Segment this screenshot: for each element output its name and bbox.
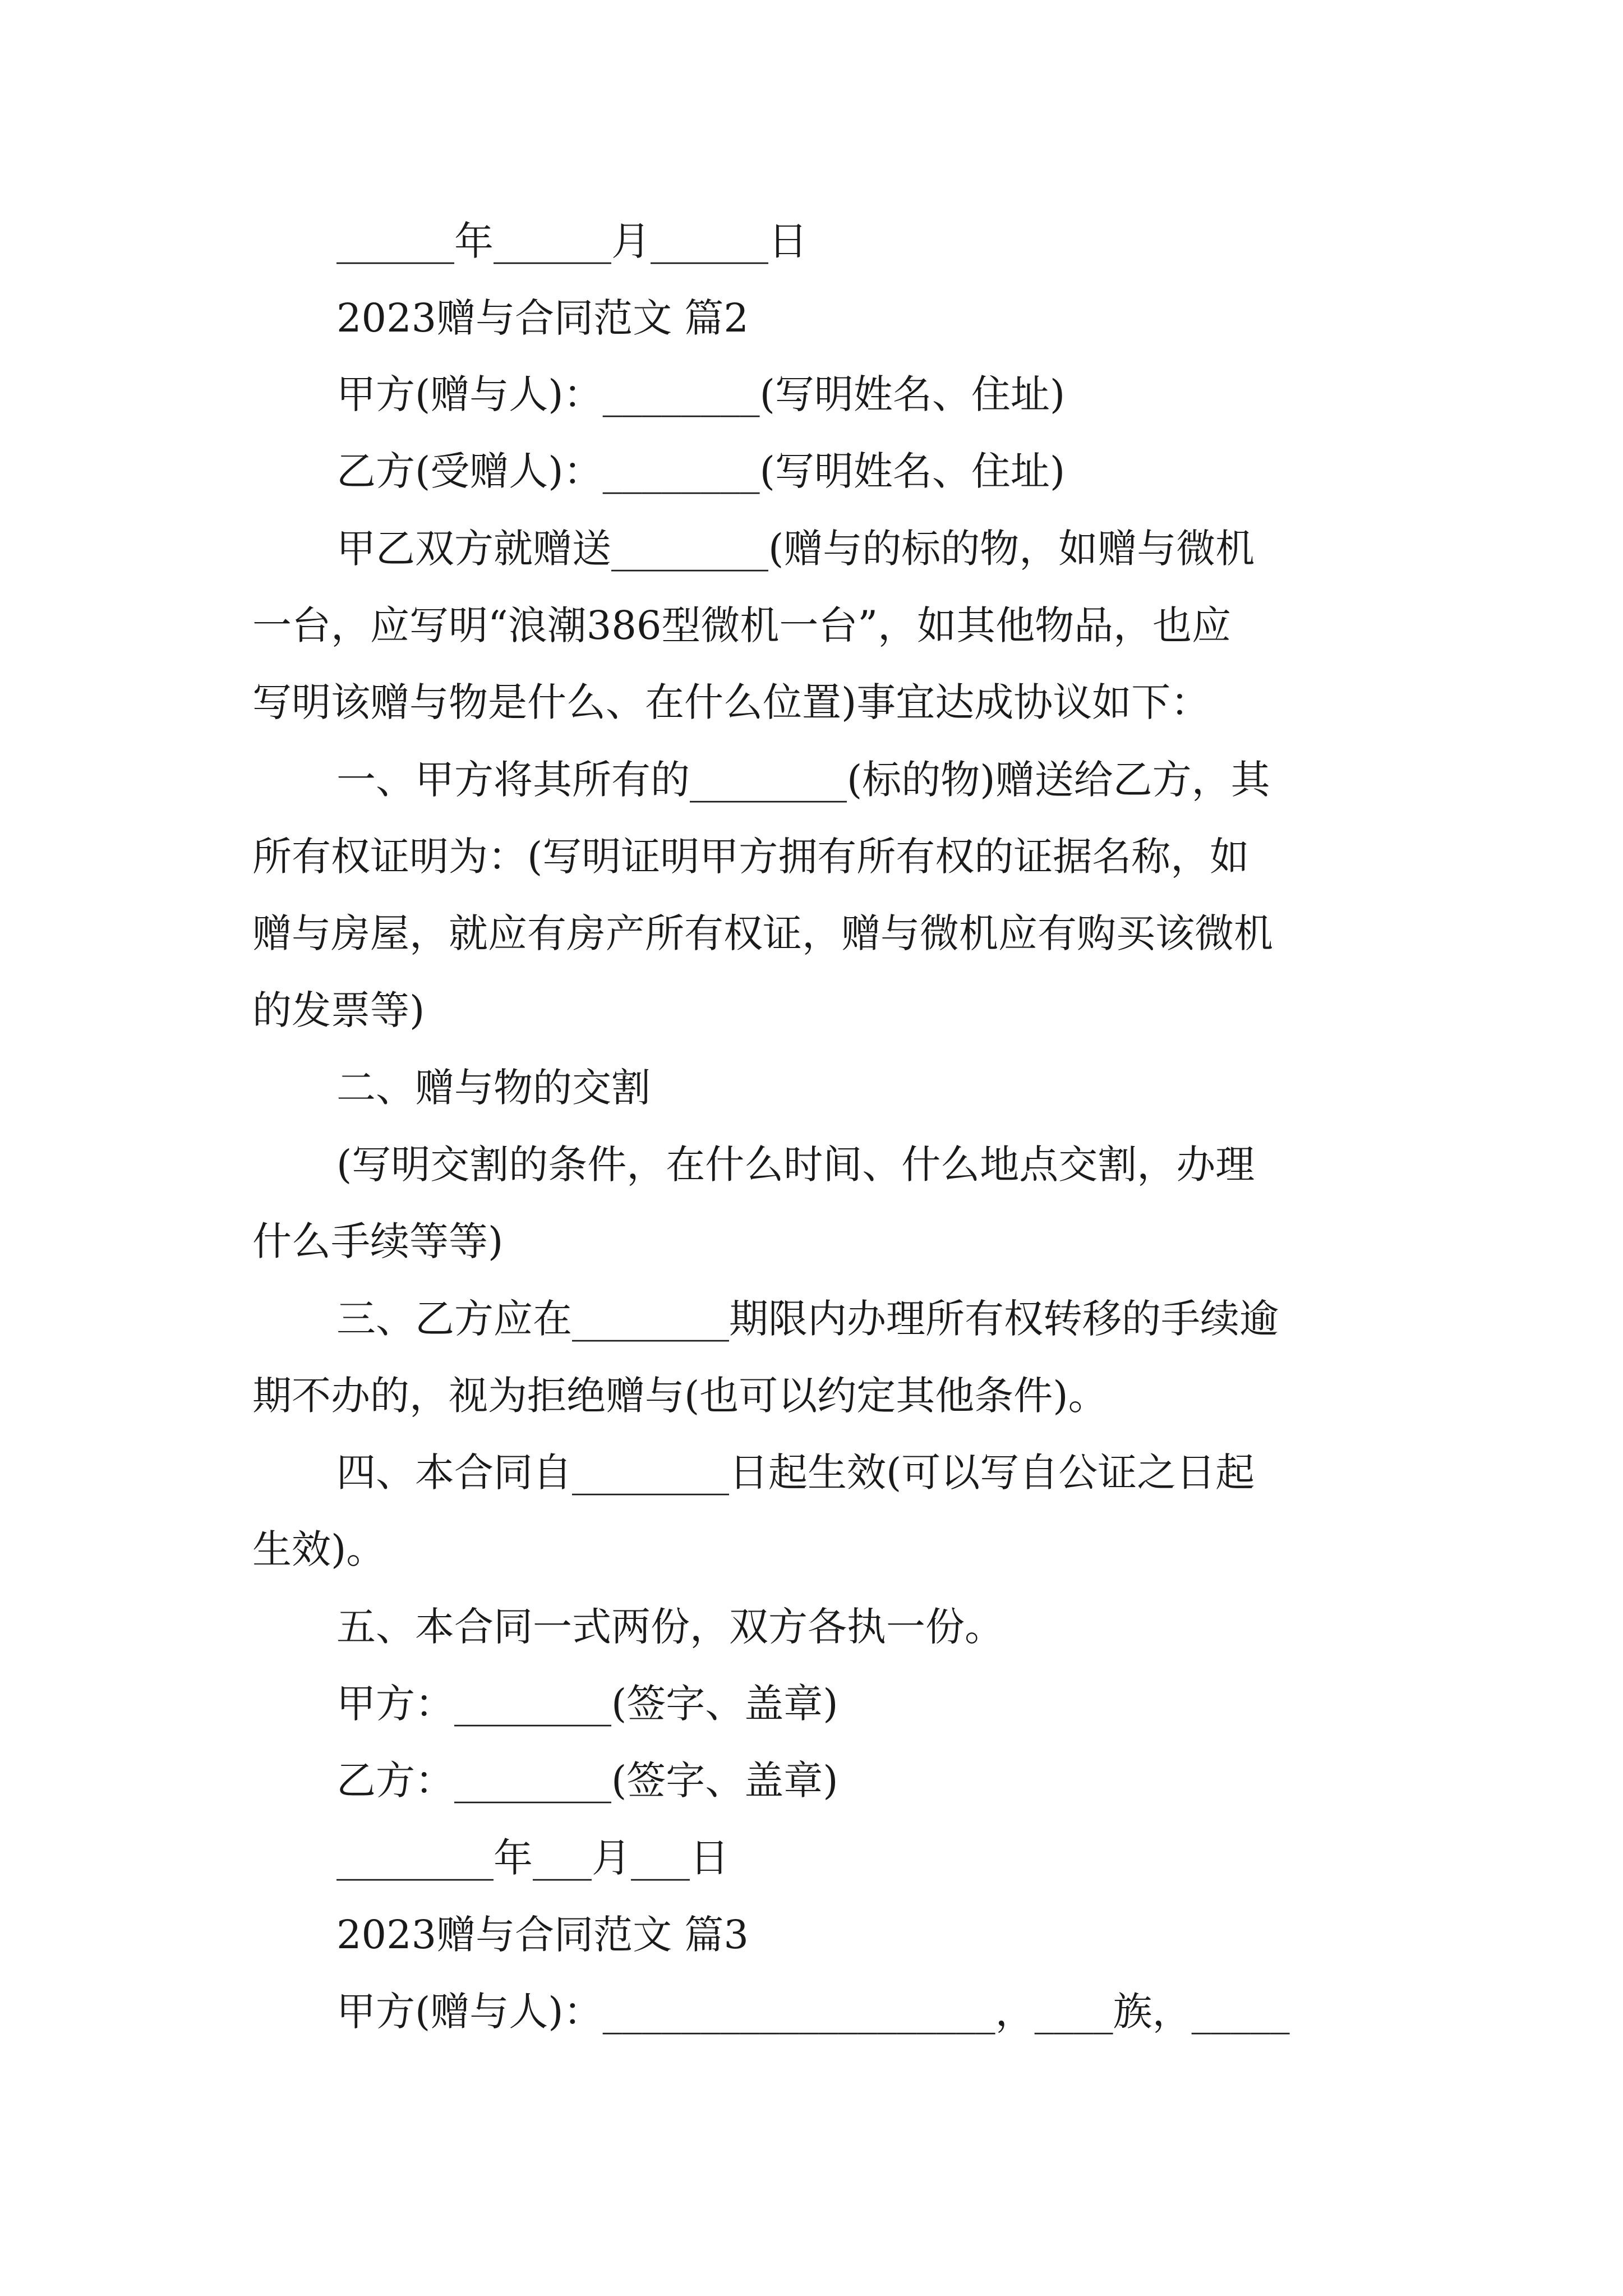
clause-1-line: 的发票等) — [252, 987, 425, 1033]
clause-4-line: 生效)。 — [252, 1526, 386, 1572]
paragraph-line: 一台，应写明“浪潮386型微机一台”，如其他物品，也应 — [252, 602, 1232, 648]
clause-2-heading: 二、赠与物的交割 — [336, 1065, 651, 1111]
donee-line: 乙方(受赠人)：________(写明姓名、住址) — [336, 448, 1066, 494]
paragraph-line: 甲乙双方就赠送________(赠与的标的物，如赠与微机 — [336, 526, 1255, 572]
date-line-2: ________年___月___日 — [336, 1835, 729, 1881]
party-a-signature: 甲方：________(签字、盖章) — [336, 1681, 838, 1727]
clause-1-line: 赠与房屋，就应有房产所有权证，赠与微机应有购买该微机 — [252, 910, 1273, 956]
clause-3-line: 三、乙方应在________期限内办理所有权转移的手续逾 — [336, 1296, 1279, 1342]
donor-line-3: 甲方(赠与人)：____________________，____族，_____ — [336, 1989, 1290, 2035]
clause-3-line: 期不办的，视为拒绝赠与(也可以约定其他条件)。 — [252, 1373, 1108, 1419]
clause-4-line: 四、本合同自________日起生效(可以写自公证之日起 — [336, 1450, 1255, 1496]
section-heading-3: 2023赠与合同范文 篇3 — [336, 1912, 749, 1958]
party-b-signature: 乙方：________(签字、盖章) — [336, 1757, 838, 1803]
clause-2-line: 什么手续等等) — [252, 1218, 504, 1264]
section-heading-2: 2023赠与合同范文 篇2 — [336, 295, 749, 341]
paragraph-line: 写明该赠与物是什么、在什么位置)事宜达成协议如下： — [252, 679, 1210, 725]
clause-2-line: (写明交割的条件，在什么时间、什么地点交割，办理 — [336, 1142, 1255, 1188]
date-line-1: ______年______月______日 — [336, 218, 808, 264]
clause-5-line: 五、本合同一式两份，双方各执一份。 — [336, 1604, 1004, 1650]
donor-line: 甲方(赠与人)：________(写明姓名、住址) — [336, 371, 1066, 417]
clause-1-line: 一、甲方将其所有的________(标的物)赠送给乙方，其 — [336, 757, 1270, 803]
clause-1-line: 所有权证明为：(写明证明甲方拥有所有权的证据名称，如 — [252, 834, 1249, 880]
